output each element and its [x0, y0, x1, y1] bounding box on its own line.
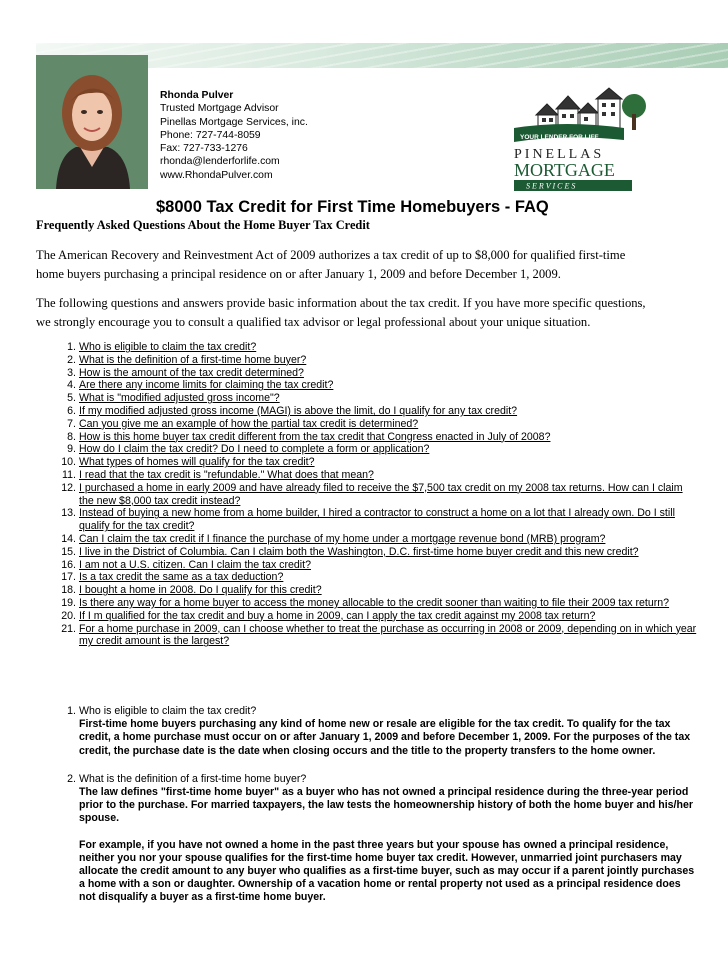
- question-item: [50, 379, 700, 392]
- question-number: 12.: [61, 481, 76, 494]
- question-item: [50, 584, 700, 597]
- question-item: [50, 405, 700, 418]
- question-link[interactable]: If I m qualified for the tax credit and buy a home in 2009, can I apply the tax credit against my 2008 tax return?: [79, 609, 596, 622]
- question-link[interactable]: How do I claim the tax credit? Do I need to complete a form or application?: [79, 443, 430, 456]
- question-number: 13.: [61, 507, 76, 520]
- question-item: [50, 559, 700, 572]
- answer-number: 2.: [67, 772, 76, 785]
- question-number: 1.: [67, 341, 76, 353]
- question-number: 14.: [61, 532, 76, 545]
- answer-text: First-time home buyers purchasing any kind of home new or resale are eligible for the tax credit. To qualify for the tax credit, a home purchase must occur on or after January 1, 2009 and before December 1, 2009. For the purposes of the tax credit, the purchase date is the date when closing occurs and the title to the property transfers to the home owner.: [79, 718, 691, 757]
- disclaimer-paragraph: [36, 294, 696, 332]
- question-number: 8.: [67, 430, 76, 443]
- question-link[interactable]: I bought a home in 2008. Do I qualify for this credit?: [79, 584, 322, 597]
- question-link[interactable]: How is the amount of the tax credit determined?: [79, 366, 304, 379]
- answer-question: What is the definition of a first-time home buyer?: [79, 772, 307, 785]
- intro-line-2: home buyers purchasing a principal residence on or after January 1, 2009 and before December 1, 2009.: [36, 267, 561, 281]
- logo-word-pinellas: PINELLAS: [514, 147, 605, 162]
- answer-text: The law defines "first-time home buyer" as a buyer who has not owned a principal residence during the three-year period prior to the purchase. For married taxpayers, the law tests the homeownership history of both the home buyer and his/her spouse.: [79, 786, 693, 825]
- question-link[interactable]: Instead of buying a new home from a home builder, I hired a contractor to construct a home on a lot that I already own. Do I still qualify for the tax credit?: [79, 507, 675, 533]
- question-item: [50, 354, 700, 367]
- question-item: [50, 469, 700, 482]
- agent-title: Trusted Mortgage Advisor: [160, 103, 279, 115]
- agent-website: www.RhondaPulver.com: [160, 169, 273, 181]
- contact-block: [160, 89, 308, 182]
- question-item: [50, 623, 700, 649]
- intro-paragraph: [36, 246, 696, 284]
- question-number: 11.: [62, 468, 76, 481]
- agent-email: rhonda@lenderforlife.com: [160, 156, 280, 168]
- question-link[interactable]: If my modified adjusted gross income (MAGI) is above the limit, do I qualify for any tax credit?: [79, 404, 518, 417]
- logo-word-services: S E R V I C E S: [526, 181, 576, 191]
- question-link[interactable]: What types of homes will qualify for the tax credit?: [79, 456, 315, 469]
- question-number: 17.: [61, 571, 76, 584]
- question-link[interactable]: Can you give me an example of how the partial tax credit is determined?: [79, 417, 419, 430]
- question-link[interactable]: Are there any income limits for claiming the tax credit?: [79, 379, 334, 392]
- question-number: 18.: [61, 584, 76, 597]
- logo-tagline: YOUR LENDER FOR LIFE: [520, 134, 599, 141]
- question-item: [50, 533, 700, 546]
- question-item: [50, 443, 700, 456]
- question-link[interactable]: How is this home buyer tax credit different from the tax credit that Congress enacted in July of 2008?: [79, 430, 551, 443]
- question-item: [50, 392, 700, 405]
- question-link[interactable]: I purchased a home in early 2009 and have already filed to receive the $7,500 tax credit on my 2008 tax returns. How can I claim the new $8,000 tax credit instead?: [79, 481, 683, 507]
- question-link[interactable]: Can I claim the tax credit if I finance the purchase of my home under a mortgage revenue bond (MRB) program?: [79, 532, 606, 545]
- question-link[interactable]: Who is eligible to claim the tax credit?: [79, 341, 257, 353]
- question-item: [50, 482, 700, 508]
- question-number: 21.: [61, 622, 76, 635]
- question-number: 4.: [67, 379, 76, 392]
- question-link[interactable]: I read that the tax credit is "refundable." What does that mean?: [79, 468, 374, 481]
- disclaimer-line-2: we strongly encourage you to consult a qualified tax advisor or legal professional about your unique situation.: [36, 315, 591, 329]
- document-title: $8000 Tax Credit for First Time Homebuyers - FAQ: [156, 198, 549, 216]
- question-item: [50, 367, 700, 380]
- question-number: 5.: [67, 392, 76, 405]
- question-item: [50, 610, 700, 623]
- disclaimer-line-1: The following questions and answers provide basic information about the tax credit. If you have more specific questions,: [36, 296, 646, 310]
- question-number: 19.: [61, 596, 76, 609]
- question-link[interactable]: I am not a U.S. citizen. Can I claim the tax credit?: [79, 558, 311, 571]
- agent-company: Pinellas Mortgage Services, inc.: [160, 116, 308, 128]
- question-link[interactable]: Is there any way for a home buyer to access the money allocable to the credit sooner than waiting to file their 2009 tax return?: [79, 596, 670, 609]
- answer-question: Who is eligible to claim the tax credit?: [79, 705, 257, 717]
- question-item: [50, 507, 700, 533]
- logo-word-mortgage: MORTGAGE: [514, 160, 615, 180]
- question-link[interactable]: What is "modified adjusted gross income"?: [79, 392, 280, 405]
- question-link[interactable]: What is the definition of a first-time home buyer?: [79, 353, 307, 366]
- question-link[interactable]: I live in the District of Columbia. Can I claim both the Washington, D.C. first-time home buyer credit and this new credit?: [79, 545, 639, 558]
- question-list: [50, 341, 700, 648]
- answer-number: 1.: [67, 705, 76, 717]
- agent-phone: Phone: 727-744-8059: [160, 129, 261, 141]
- question-item: [50, 418, 700, 431]
- question-item: [50, 341, 700, 354]
- question-number: 20.: [61, 609, 76, 622]
- question-item: [50, 597, 700, 610]
- question-item: [50, 431, 700, 444]
- question-number: 7.: [67, 417, 76, 430]
- question-item: [50, 546, 700, 559]
- question-item: [50, 456, 700, 469]
- question-number: 3.: [67, 366, 76, 379]
- answer-item: [50, 705, 700, 758]
- answer-item: [50, 773, 700, 905]
- company-logo: [506, 84, 656, 192]
- intro-line-1: The American Recovery and Reinvestment Act of 2009 authorizes a tax credit of up to $8,000 for qualified first-time: [36, 248, 626, 262]
- question-number: 6.: [67, 404, 76, 417]
- question-number: 9.: [67, 443, 76, 456]
- agent-name: Rhonda Pulver: [160, 90, 234, 101]
- question-number: 2.: [67, 353, 76, 366]
- document-subtitle: Frequently Asked Questions About the Home Buyer Tax Credit: [36, 218, 370, 232]
- question-number: 10.: [61, 456, 76, 469]
- question-item: [50, 571, 700, 584]
- answer-example-text: For example, if you have not owned a home in the past three years but your spouse has owned a principal residence, neither you nor your spouse qualifies for the first-time home buyer tax credit. However, unmarried joint purchasers may allocate the credit amount to any buyer who qualifies as a first-time buyer, such as may occur if a parent jointly purchases a home with a son or daughter. Ownership of a vacation home or rental property not used as a principal residence does not disqualify a buyer as a first-time home buyer.: [79, 838, 695, 904]
- question-number: 15.: [61, 545, 76, 558]
- answers-section: [50, 705, 700, 905]
- question-link[interactable]: Is a tax credit the same as a tax deduction?: [79, 571, 284, 584]
- agent-photo: [36, 55, 148, 189]
- question-link[interactable]: For a home purchase in 2009, can I choose whether to treat the purchase as occurring in 2008 or 2009, depending on in which year my credit amount is the largest?: [79, 622, 697, 648]
- agent-fax: Fax: 727-733-1276: [160, 143, 248, 155]
- question-number: 16.: [61, 558, 76, 571]
